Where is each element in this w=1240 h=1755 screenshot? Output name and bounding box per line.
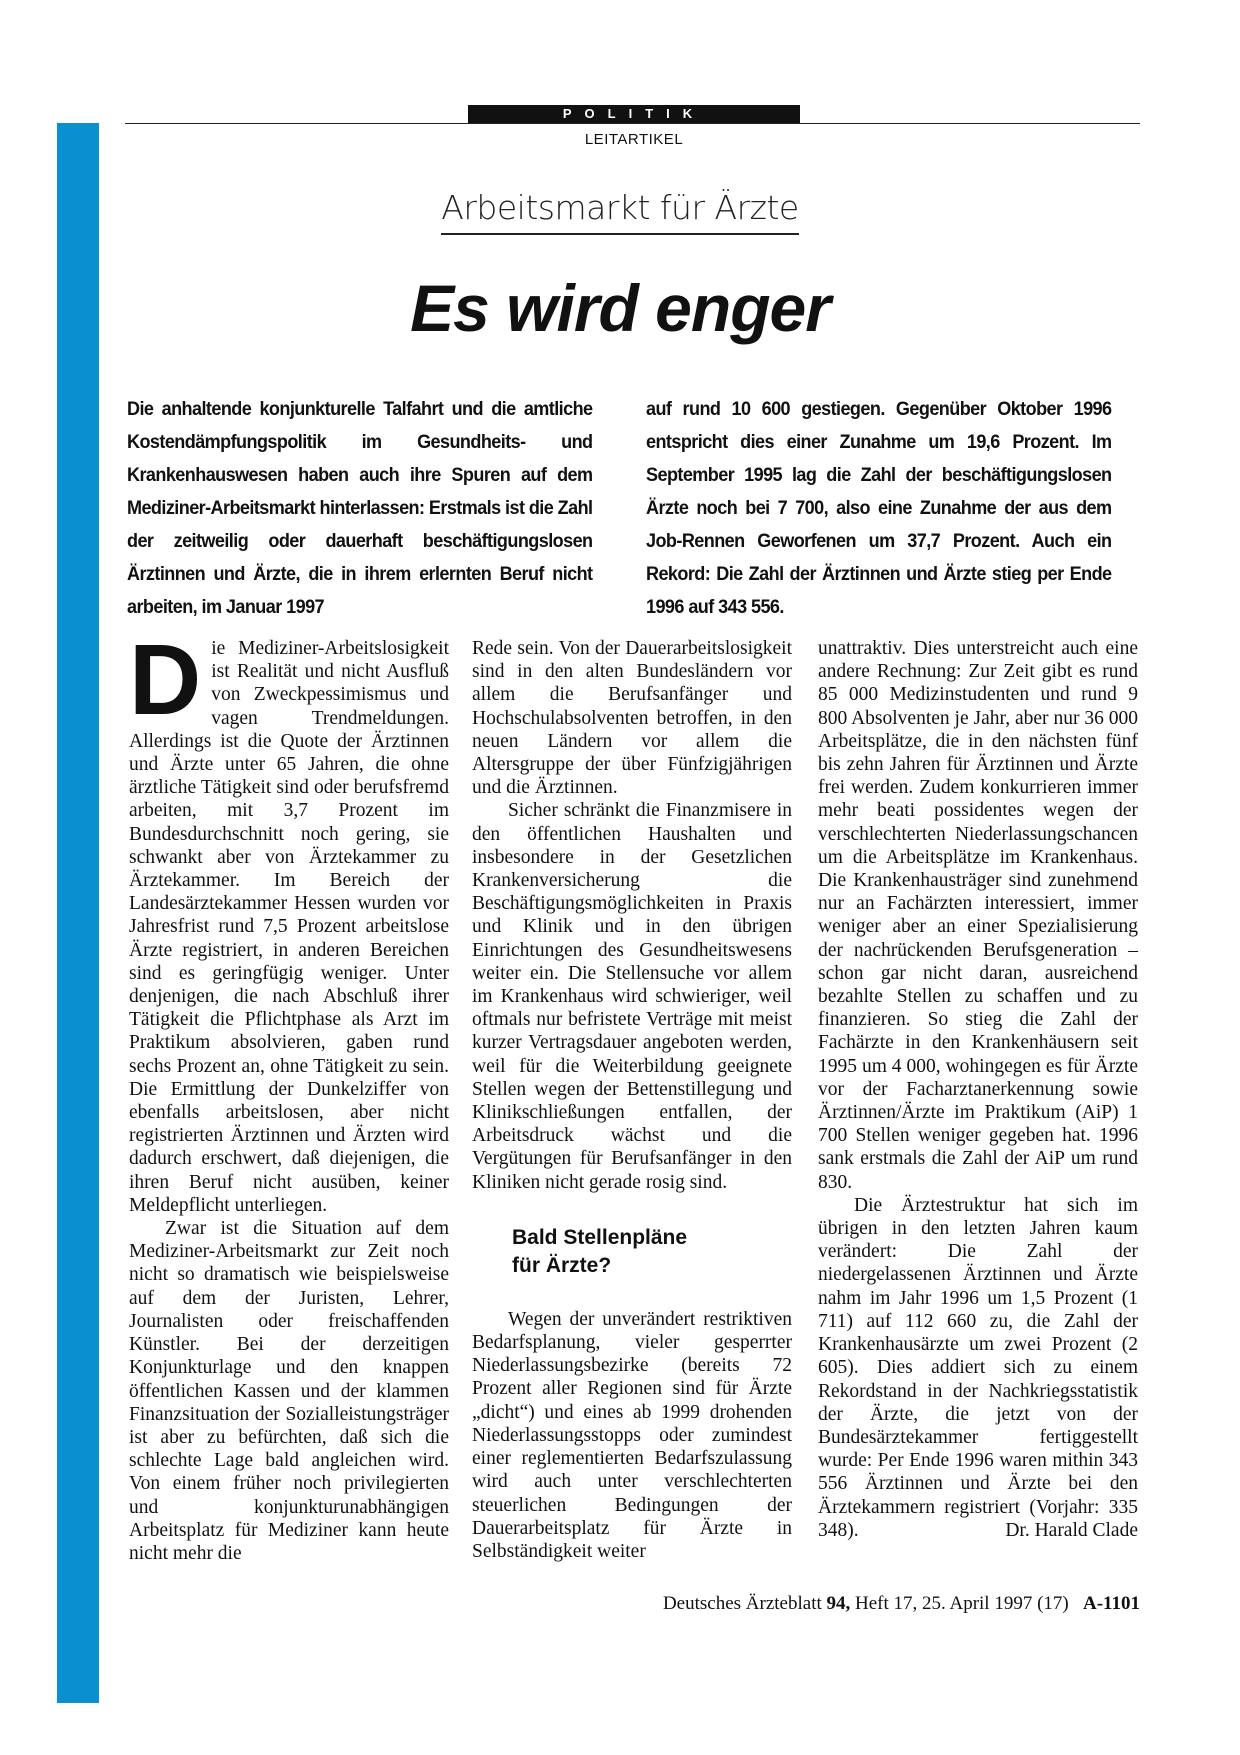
section-label: POLITIK xyxy=(468,105,800,123)
paragraph xyxy=(818,1194,1138,1542)
issue: Heft 17, 25. April 1997 (17) xyxy=(855,1593,1069,1614)
footer xyxy=(663,1593,1140,1615)
kicker xyxy=(0,188,1240,235)
subheading-line-2: für Ärzte? xyxy=(512,1253,612,1277)
subheading xyxy=(512,1224,792,1280)
lead-left: Die anhaltende konjunkturelle Talfahrt und die amtliche Kostendämpfungspolitik im Gesundheits- und Krankenhauswesen haben auch ihre Spuren auf dem Mediziner-Arbeitsmarkt hinterlassen: Erstmals ist die Zahl der zeitweilig oder dauerhaft beschäftigungslosen Ärztinnen und Ärzte, die in ihrem erlernten Beruf nicht arbeiten, im Januar 1997 xyxy=(127,399,593,618)
subheading-line-1: Bald Stellenpläne xyxy=(512,1225,688,1249)
section-sublabel: LEITARTIKEL xyxy=(584,131,684,148)
header-rule xyxy=(125,123,1140,124)
body-column-1 xyxy=(129,624,449,1565)
paragraph: unattraktiv. Dies unterstreicht auch eine andere Rechnung: Zur Zeit gibt es rund 85 000 Medizinstudenten und rund 9 800 Absolventen je Jahr, aber nur 36 000 Arbeitsplätze, die in den nächsten fünf bis zehn Jahren für Ärztinnen und Ärzte frei werden. Zudem konkurrieren immer mehr beati possidentes wegen der verschlechterten Niederlassungschancen um die Arbeitsplätze im Krankenhaus. Die Krankenhausträger sind zunehmend nur an Fachärzten interessiert, immer weniger aber an einer Spezialisierung der nachrückenden Berufsgeneration – schon gar nicht daran, ausreichend bezahlte Stellen zu schaffen und zu finanzieren. So stieg die Zahl der Fachärzte in den Krankenhäusern seit 1995 um 4 000, wohingegen es für Ärzte vor der Facharztanerkennung sowie Ärztinnen/Ärzte im Praktikum (AiP) 1 700 Stellen weniger gegeben hat. 1996 sank erstmals die Zahl der AiP um rund 830. xyxy=(818,638,1138,1193)
paragraph: Wegen der unverändert restriktiven Bedarfsplanung, vieler gesperrter Niederlassungsbezirke (bereits 72 Prozent aller Regionen sind für Ärzte „dicht“) und eines ab 1999 drohenden Niederlassungsstopps oder zumindest einer reglementierten Bedarfszulassung wird auch unter verschlechterten steuerlichen Bedingungen der Dauerarbeitsplatz für Ärzte in Selbständigkeit weiter xyxy=(472,1308,792,1562)
headline: Es wird enger xyxy=(410,271,830,345)
paragraph: Zwar ist die Situation auf dem Mediziner-Arbeitsmarkt zur Zeit noch nicht so dramatisch wie beispielsweise auf dem der Juristen, Lehrer, Journalisten oder freischaffenden Künstler. Bei der derzeitigen Konjunkturlage und den knappen öffentlichen Kassen und der klammen Finanzsituation der Sozialleistungsträger ist aber zu befürchten, daß sich die schlechte Lage bald angleichen wird. Von einem früher noch privilegierten und konjunkturunabhängigen Arbeitsplatz für Mediziner kann heute nicht mehr die xyxy=(129,1218,449,1564)
paragraph: Rede sein. Von der Dauerarbeitslosigkeit sind in den alten Bundesländern vor allem die Berufsanfänger und Hochschulabsolventen betroffen, in den neuen Ländern vor allem die Altersgruppe der über Fünfzigjährigen und die Ärztinnen. xyxy=(472,638,792,799)
blue-margin-bar xyxy=(57,123,99,1703)
dropcap: D xyxy=(129,624,202,736)
paragraph xyxy=(129,624,449,1217)
body-column-3 xyxy=(818,637,1138,1542)
lead-right: auf rund 10 600 gestiegen. Gegenüber Oktober 1996 entspricht dies einer Zunahme um 19,6 Prozent. Im September 1995 lag die Zahl der beschäftigungslosen Ärzte noch bei 7 700, also eine Zunahme der aus dem Job-Rennen Geworfenen um 37,7 Prozent. Auch ein Rekord: Die Zahl der Ärztinnen und Ärzte stieg per Ende 1996 auf 343 556. xyxy=(646,399,1112,618)
page-number: A-1101 xyxy=(1083,1593,1140,1614)
body-column-2 xyxy=(472,637,792,1563)
kicker-text: Arbeitsmarkt für Ärzte xyxy=(441,188,798,235)
paragraph-text: Die Ärztestruktur hat sich im übrigen in den letzten Jahren kaum verändert: Die Zahl der niedergelassenen Ärztinnen und Ärzte nahm im Jahr 1996 um 1,5 Prozent (1 711) auf 112 660 zu, die Zahl der Krankenhausärzte um zwei Prozent (2 605). Dies addiert sich zu einem Rekordstand in der Nachkriegsstatistik der Ärzte, die jetzt von der Bundesärztekammer fertiggestellt wurde: Per Ende 1996 waren mithin 343 556 Ärztinnen und Ärzte bei den Ärztekammern registriert (Vorjahr: 335 348). xyxy=(818,1194,1138,1541)
journal-name: Deutsches Ärzteblatt xyxy=(662,1593,822,1614)
paragraph-text: ie Mediziner-Arbeitslosigkeit ist Realität und nicht Ausfluß von Zweckpessimismus und vagen Trendmeldungen. Allerdings ist die Quote der Ärztinnen und Ärzte unter 65 Jahren, die ohne ärztliche Tätigkeit sind oder berufsfremd arbeiten, mit 3,7 Prozent im Bundesdurchschnitt noch gering, sie schwankt aber von Ärztekammer zu Ärztekammer. Im Bereich der Landesärztekammer Hessen wurden vor Jahresfrist rund 7,5 Prozent arbeitslose Ärzte registriert, in anderen Bereichen sind es geringfügig weniger. Unter denjenigen, die nach Abschluß ihrer Tätigkeit die Pflichtphase als Arzt im Praktikum absolvieren, gaben rund sechs Prozent an, ohne Tätigkeit zu sein. Die Ermittlung der Dunkelziffer von ebenfalls arbeitslosen, aber nicht registrierten Ärztinnen und Ärzten wird dadurch erschwert, daß diejenigen, die ihren Beruf nicht ausüben, keiner Meldepflicht unterliegen. xyxy=(129,638,449,1216)
volume: 94, xyxy=(826,1593,851,1614)
author: Dr. Harald Clade xyxy=(1005,1519,1138,1541)
paragraph: Sicher schränkt die Finanzmisere in den öffentlichen Haushalten und insbesondere in der Gesetzlichen Krankenversicherung die Beschäftigungsmöglichkeiten in Praxis und Klinik und in den übrigen Einrichtungen des Gesundheitswesens weiter ein. Die Stellensuche vor allem im Krankenhaus wird schwieriger, weil oftmals nur befristete Verträge mit meist kurzer Vertragsdauer angeboten werden, weil für die Weiterbildung geeignete Stellen wegen der Bettenstillegung und Klinikschließungen entfallen, der Arbeitsdruck wächst und die Vergütungen für Berufsanfänger in den Kliniken nicht gerade rosig sind. xyxy=(472,800,792,1193)
